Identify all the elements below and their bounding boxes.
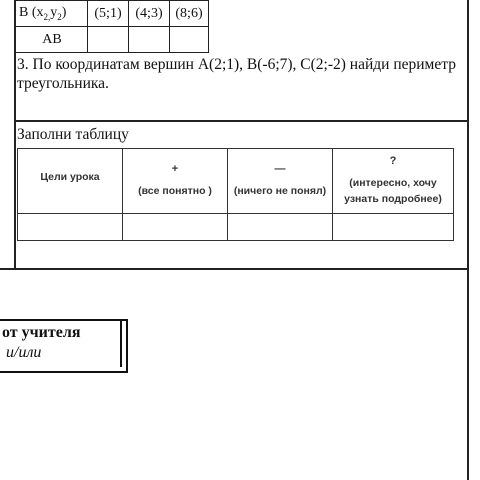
teacher-box-title: от учителя — [2, 324, 81, 341]
fill-table-title: Заполни таблицу — [17, 126, 129, 143]
coordinates-table — [14, 0, 209, 53]
table-header-row — [18, 149, 454, 214]
table-row — [15, 27, 209, 53]
coord-cell: (5;1) — [88, 1, 129, 27]
frame-left-line — [14, 0, 16, 268]
point-b-label: B $(x_{2,}y_2)$ — [15, 1, 88, 27]
frame-bottom-line — [0, 268, 469, 270]
empty-cell[interactable] — [228, 214, 333, 241]
lesson-goals-table — [17, 148, 454, 241]
col-interested: ? (интересно, хочу узнать подробнее) — [333, 149, 454, 214]
frame-right-line — [467, 0, 469, 480]
plus-symbol: + — [171, 163, 179, 175]
task-3-text: 3. По координатам вершин A(2;1), B(-6;7), C(2;-2) найди периметр треугольника. — [17, 56, 456, 92]
empty-cell[interactable] — [18, 214, 123, 241]
empty-cell[interactable] — [333, 214, 454, 241]
minus-symbol: — — [274, 163, 286, 175]
table-row — [15, 1, 209, 27]
segment-ab-label: AB — [15, 27, 88, 53]
table-row — [18, 214, 454, 241]
question-symbol: ? — [389, 155, 397, 167]
empty-cell — [129, 27, 170, 53]
col-not-understood: — (ничего не понял) — [228, 149, 333, 214]
empty-cell — [170, 27, 209, 53]
col-understood: + (все понятно ) — [123, 149, 228, 214]
coord-cell: (8;6) — [170, 1, 209, 27]
empty-cell[interactable] — [123, 214, 228, 241]
coord-cell: (4;3) — [129, 1, 170, 27]
col-lesson-goals: Цели урока — [18, 149, 123, 214]
frame-divider — [14, 120, 469, 122]
teacher-box-subtitle: и/или — [6, 344, 42, 361]
empty-cell — [88, 27, 129, 53]
